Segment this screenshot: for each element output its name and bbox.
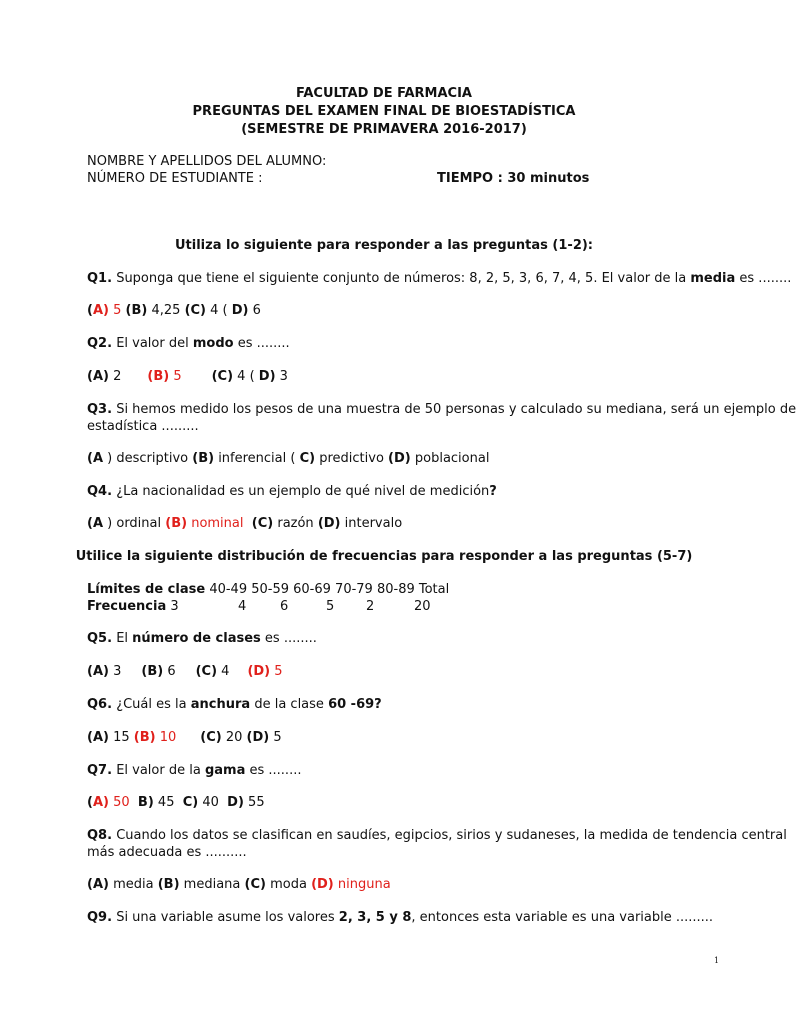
frequency-value: 20 (414, 599, 431, 614)
page-number: 1 (714, 956, 720, 965)
question-2-options: (A) 2 (B) 5 (C) 4 ( D) 3 (87, 369, 288, 384)
question-4: Q4. ¿La nacionalidad es un ejemplo de qué nivel de medición? (87, 484, 497, 499)
question-1: Q1. Suponga que tiene el siguiente conjunto de números: 8, 2, 5, 3, 6, 7, 4, 5. El valor de la media es ........ (87, 271, 792, 286)
question-3-continued: estadística ......... (87, 419, 199, 434)
frequency-value: 2 (366, 599, 375, 614)
question-9: Q9. Si una variable asume los valores 2, 3, 5 y 8, entonces esta variable es una variable ......... (87, 910, 714, 925)
frequency-table-frequency-row: Frecuencia 3 (87, 599, 179, 614)
frequency-value: 4 (238, 599, 247, 614)
question-8-continued: más adecuada es .......... (87, 845, 247, 860)
question-3: Q3. Si hemos medido los pesos de una muestra de 50 personas y calculado su mediana, será un ejemplo de (87, 402, 796, 417)
header-title: FACULTAD DE FARMACIA (295, 86, 472, 101)
section-instruction-2: Utilice la siguiente distribución de frecuencias para responder a las preguntas (5-7) (75, 549, 693, 564)
question-6: Q6. ¿Cuál es la anchura de la clase 60 -69? (87, 697, 382, 712)
student-name-label: NOMBRE Y APELLIDOS DEL ALUMNO: (87, 154, 327, 169)
frequency-value: 6 (280, 599, 289, 614)
section-instruction-1: Utiliza lo siguiente para responder a las preguntas (1-2): (174, 238, 594, 253)
question-2: Q2. El valor del modo es ........ (87, 336, 290, 351)
question-8: Q8. Cuando los datos se clasifican en saudíes, egipcios, sirios y sudaneses, la medida de tendencia central (87, 828, 787, 843)
frequency-table-limits-row: Límites de clase 40-49 50-59 60-69 70-79 80-89 Total (87, 582, 450, 597)
question-3-options: (A ) descriptivo (B) inferencial ( C) predictivo (D) poblacional (87, 451, 490, 466)
question-1-options: (A) 5 (B) 4,25 (C) 4 ( D) 6 (87, 303, 261, 318)
question-5: Q5. El número de clases es ........ (87, 631, 317, 646)
question-8-options: (A) media (B) mediana (C) moda (D) ninguna (87, 877, 391, 892)
question-6-options: (A) 15 (B) 10 (C) 20 (D) 5 (87, 730, 282, 745)
question-7-options: (A) 50 B) 45 C) 40 D) 55 (87, 795, 265, 810)
frequency-value: 5 (326, 599, 335, 614)
question-5-options: (A) 3 (B) 6 (C) 4 (D) 5 (87, 664, 283, 679)
question-4-options: (A ) ordinal (B) nominal (C) razón (D) intervalo (87, 516, 403, 531)
question-7: Q7. El valor de la gama es ........ (87, 763, 302, 778)
header-subtitle: PREGUNTAS DEL EXAMEN FINAL DE BIOESTADÍSTICA (192, 104, 576, 119)
student-number-label: NÚMERO DE ESTUDIANTE : (87, 171, 263, 186)
header-semester: (SEMESTRE DE PRIMAVERA 2016-2017) (241, 122, 527, 137)
time-label: TIEMPO : 30 minutos (437, 171, 590, 186)
